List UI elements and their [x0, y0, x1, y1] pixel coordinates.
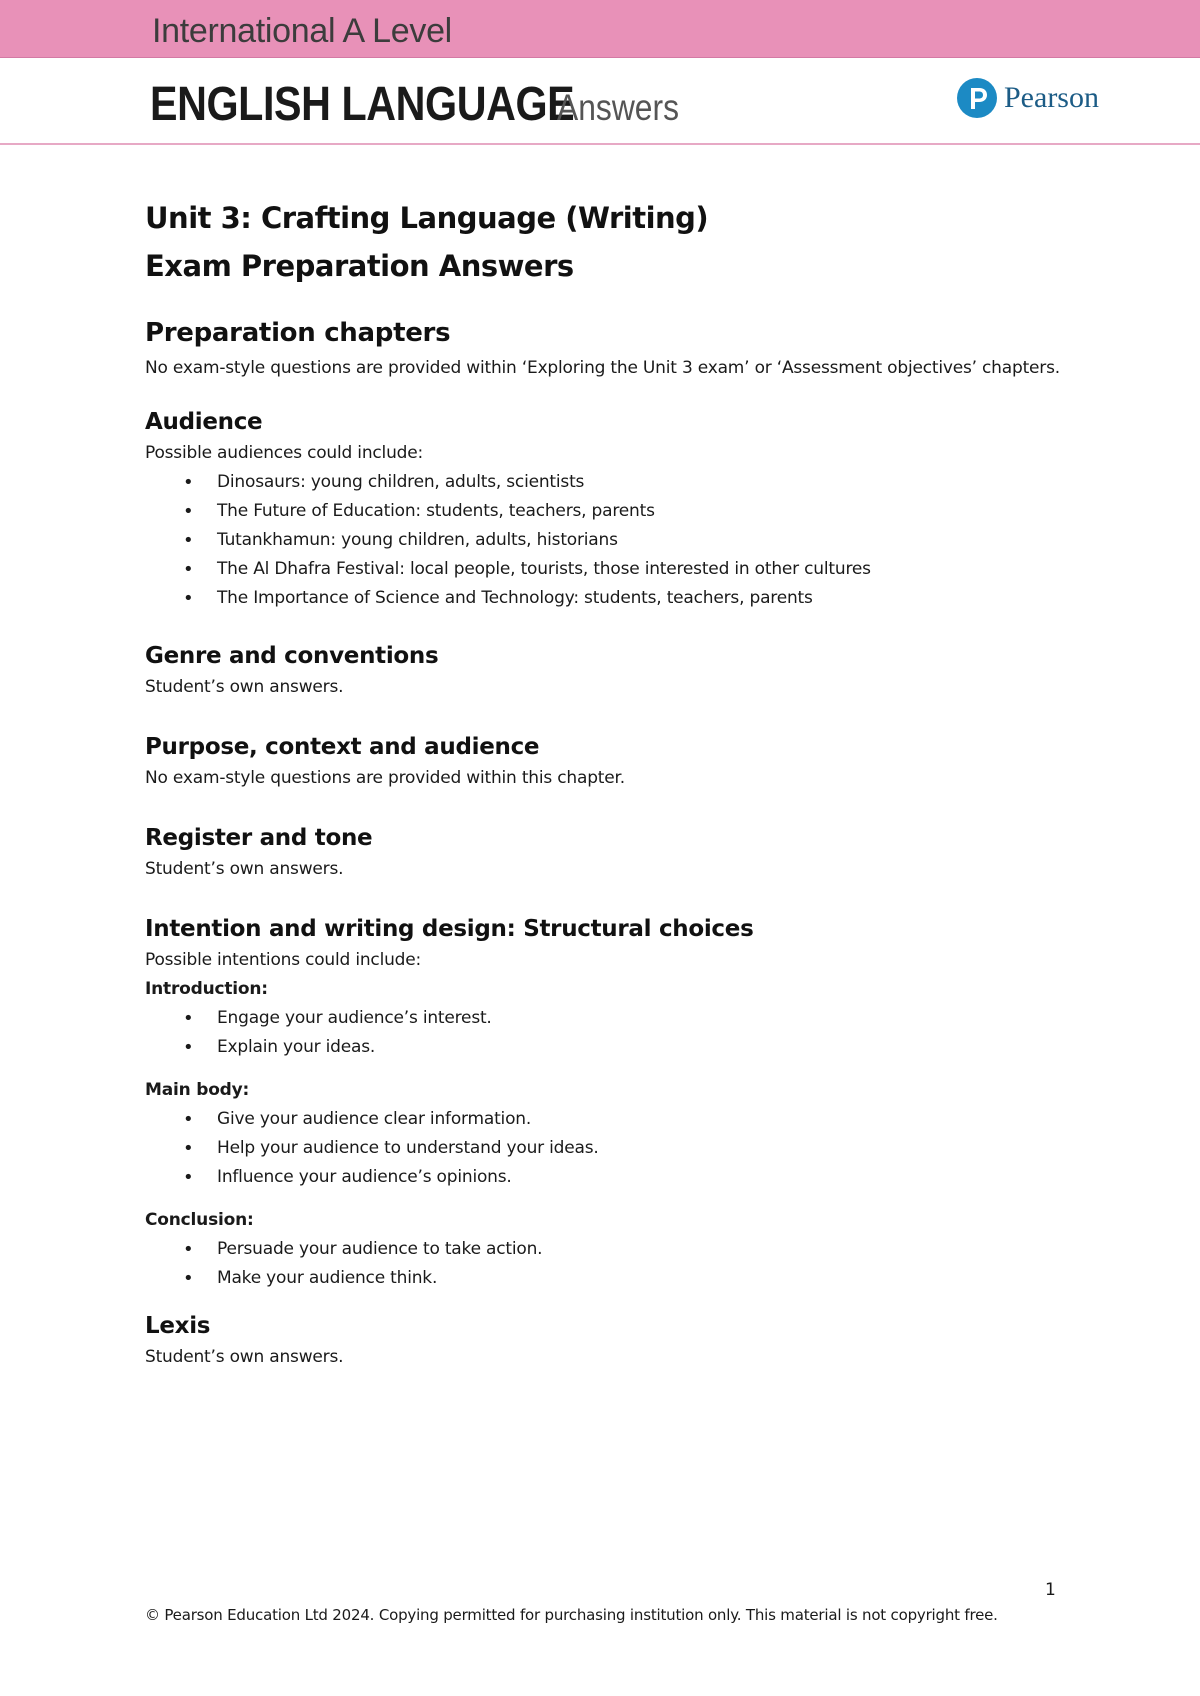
section-intention	[145, 912, 1065, 1293]
section-preparation	[145, 314, 1065, 383]
list-item: • Tutankhamun: young children, adults, historians	[145, 526, 1065, 555]
page-number: 1	[1045, 1580, 1056, 1600]
introduction-label: Introduction:	[145, 979, 268, 999]
pearson-logo	[956, 77, 1099, 119]
page-title: Unit 3: Crafting Language (Writing)	[145, 201, 709, 235]
section-lexis	[145, 1309, 1065, 1372]
list-item: • The Future of Education: students, teachers, parents	[145, 497, 1065, 526]
document-body	[145, 194, 1065, 1372]
audience-list	[145, 468, 1065, 613]
section-register	[145, 821, 1065, 884]
answers-tag: Answers	[557, 87, 680, 128]
section-text: No exam-style questions are provided within this chapter.	[145, 768, 625, 788]
section-heading: Lexis	[145, 1313, 211, 1339]
section-heading: Intention and writing design: Structural choices	[145, 916, 754, 942]
section-text: No exam-style questions are provided within ‘Exploring the Unit 3 exam’ or ‘Assessment objectives’ chapters.	[145, 358, 1060, 378]
introduction-list	[145, 1004, 1065, 1062]
document-header	[0, 57, 1200, 145]
section-text: Possible intentions could include:	[145, 950, 422, 970]
section-heading: Genre and conventions	[145, 643, 439, 669]
main-body-label: Main body:	[145, 1080, 250, 1100]
conclusion-label: Conclusion:	[145, 1210, 254, 1230]
section-text: Student’s own answers.	[145, 1347, 344, 1367]
list-item: • The Importance of Science and Technology: students, teachers, parents	[145, 584, 1065, 613]
conclusion-list	[145, 1235, 1065, 1293]
list-item: • Dinosaurs: young children, adults, scientists	[145, 468, 1065, 497]
pearson-logo-icon	[956, 77, 998, 119]
section-heading: Audience	[145, 409, 263, 435]
list-item: • Give your audience clear information.	[145, 1105, 1065, 1134]
list-item: • Explain your ideas.	[145, 1033, 1065, 1062]
subject-title: ENGLISH LANGUAGE	[150, 78, 575, 131]
section-heading: Register and tone	[145, 825, 373, 851]
main-body-list	[145, 1105, 1065, 1192]
list-item: • Help your audience to understand your ideas.	[145, 1134, 1065, 1163]
section-text: Student’s own answers.	[145, 677, 344, 697]
section-heading: Purpose, context and audience	[145, 734, 540, 760]
copyright-notice: © Pearson Education Ltd 2024. Copying permitted for purchasing institution only. This material is not copyright free.	[145, 1606, 998, 1624]
section-audience	[145, 405, 1065, 613]
list-item: • Persuade your audience to take action.	[145, 1235, 1065, 1264]
list-item: • The Al Dhafra Festival: local people, tourists, those interested in other cultures	[145, 555, 1065, 584]
section-text: Possible audiences could include:	[145, 443, 424, 463]
top-banner	[0, 0, 1200, 58]
pearson-logo-text: Pearson	[1004, 81, 1099, 114]
section-text: Student’s own answers.	[145, 859, 344, 879]
list-item: • Influence your audience’s opinions.	[145, 1163, 1065, 1192]
list-item: • Engage your audience’s interest.	[145, 1004, 1065, 1033]
banner-title: International A Level	[152, 12, 452, 50]
section-heading: Preparation chapters	[145, 318, 451, 348]
page-subtitle: Exam Preparation Answers	[145, 249, 574, 283]
section-genre	[145, 639, 1065, 702]
list-item: • Make your audience think.	[145, 1264, 1065, 1293]
section-purpose	[145, 730, 1065, 793]
